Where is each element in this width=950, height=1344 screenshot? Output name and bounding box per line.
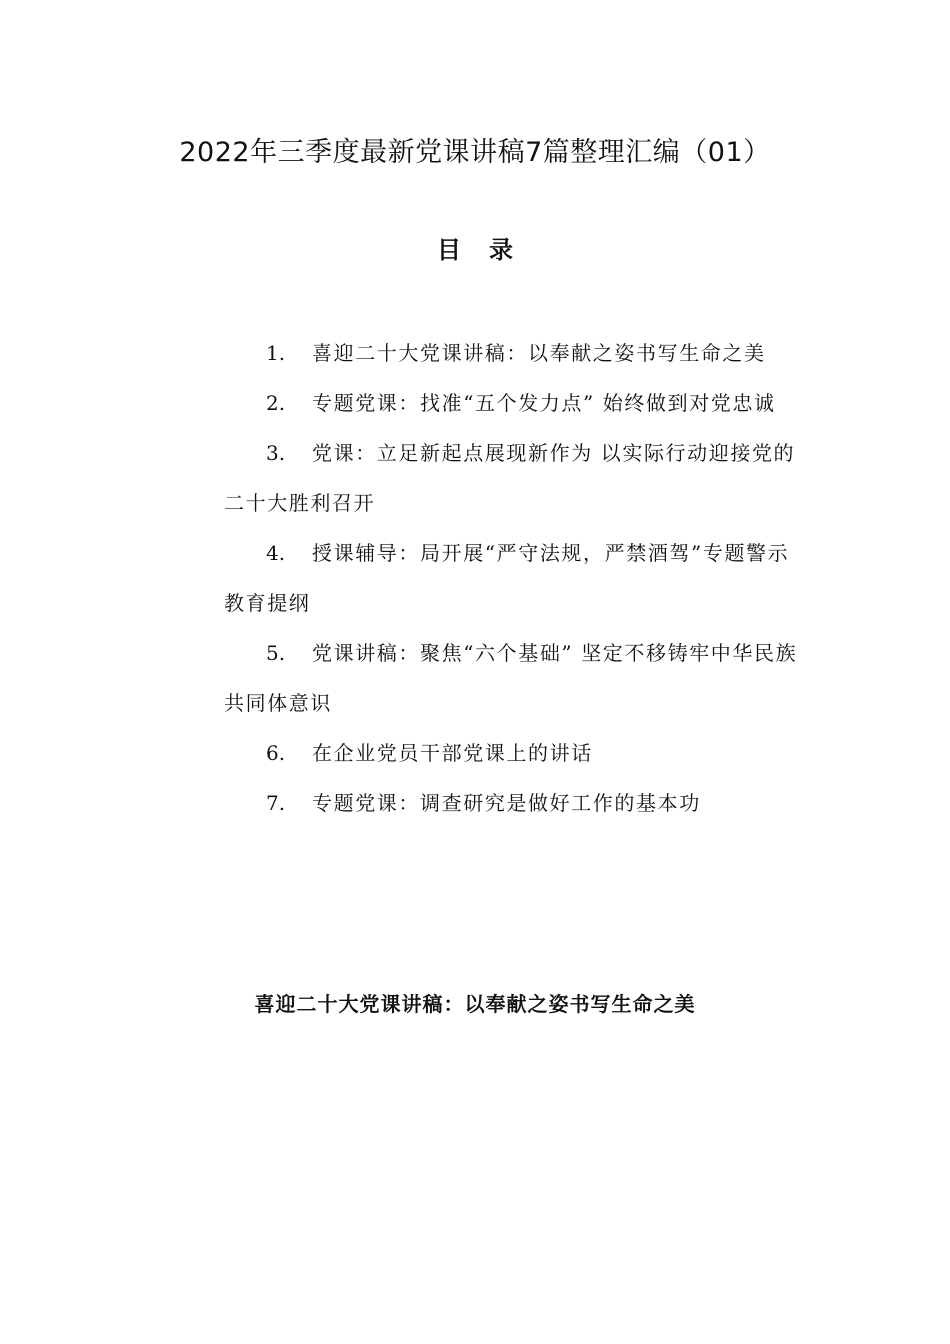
toc-item-text: 授课辅导：局开展“严守法规，严禁酒驾”专题警示教育提纲	[224, 541, 790, 615]
toc-item	[224, 628, 804, 728]
toc-item-number: 6.	[266, 741, 286, 765]
toc-item-text: 喜迎二十大党课讲稿：以奉献之姿书写生命之美	[312, 341, 766, 365]
toc-item-number: 4.	[266, 541, 286, 565]
toc-item-number: 3.	[266, 441, 286, 465]
toc-item	[224, 378, 804, 428]
toc-item-text: 党课讲稿：聚焦“六个基础” 坚定不移铸牢中华民族共同体意识	[224, 641, 798, 715]
section-title: 喜迎二十大党课讲稿：以奉献之姿书写生命之美	[254, 992, 696, 1016]
toc-item-number: 2.	[266, 391, 286, 415]
table-of-contents	[224, 328, 804, 828]
toc-item	[224, 428, 804, 528]
toc-item-number: 5.	[266, 641, 286, 665]
toc-heading: 目录	[437, 236, 541, 264]
toc-item-text: 在企业党员干部党课上的讲话	[312, 741, 593, 765]
toc-item-number: 7.	[266, 791, 286, 815]
toc-item-number: 1.	[266, 341, 286, 365]
toc-item-text: 专题党课：找准“五个发力点” 始终做到对党忠诚	[312, 391, 776, 415]
toc-item-text: 党课：立足新起点展现新作为 以实际行动迎接党的二十大胜利召开	[224, 441, 796, 515]
toc-item	[224, 778, 804, 828]
toc-item-text: 专题党课：调查研究是做好工作的基本功	[312, 791, 701, 815]
document-title: 2022年三季度最新党课讲稿7篇整理汇编（01）	[179, 137, 771, 168]
toc-item	[224, 728, 804, 778]
toc-item	[224, 528, 804, 628]
toc-item	[224, 328, 804, 378]
